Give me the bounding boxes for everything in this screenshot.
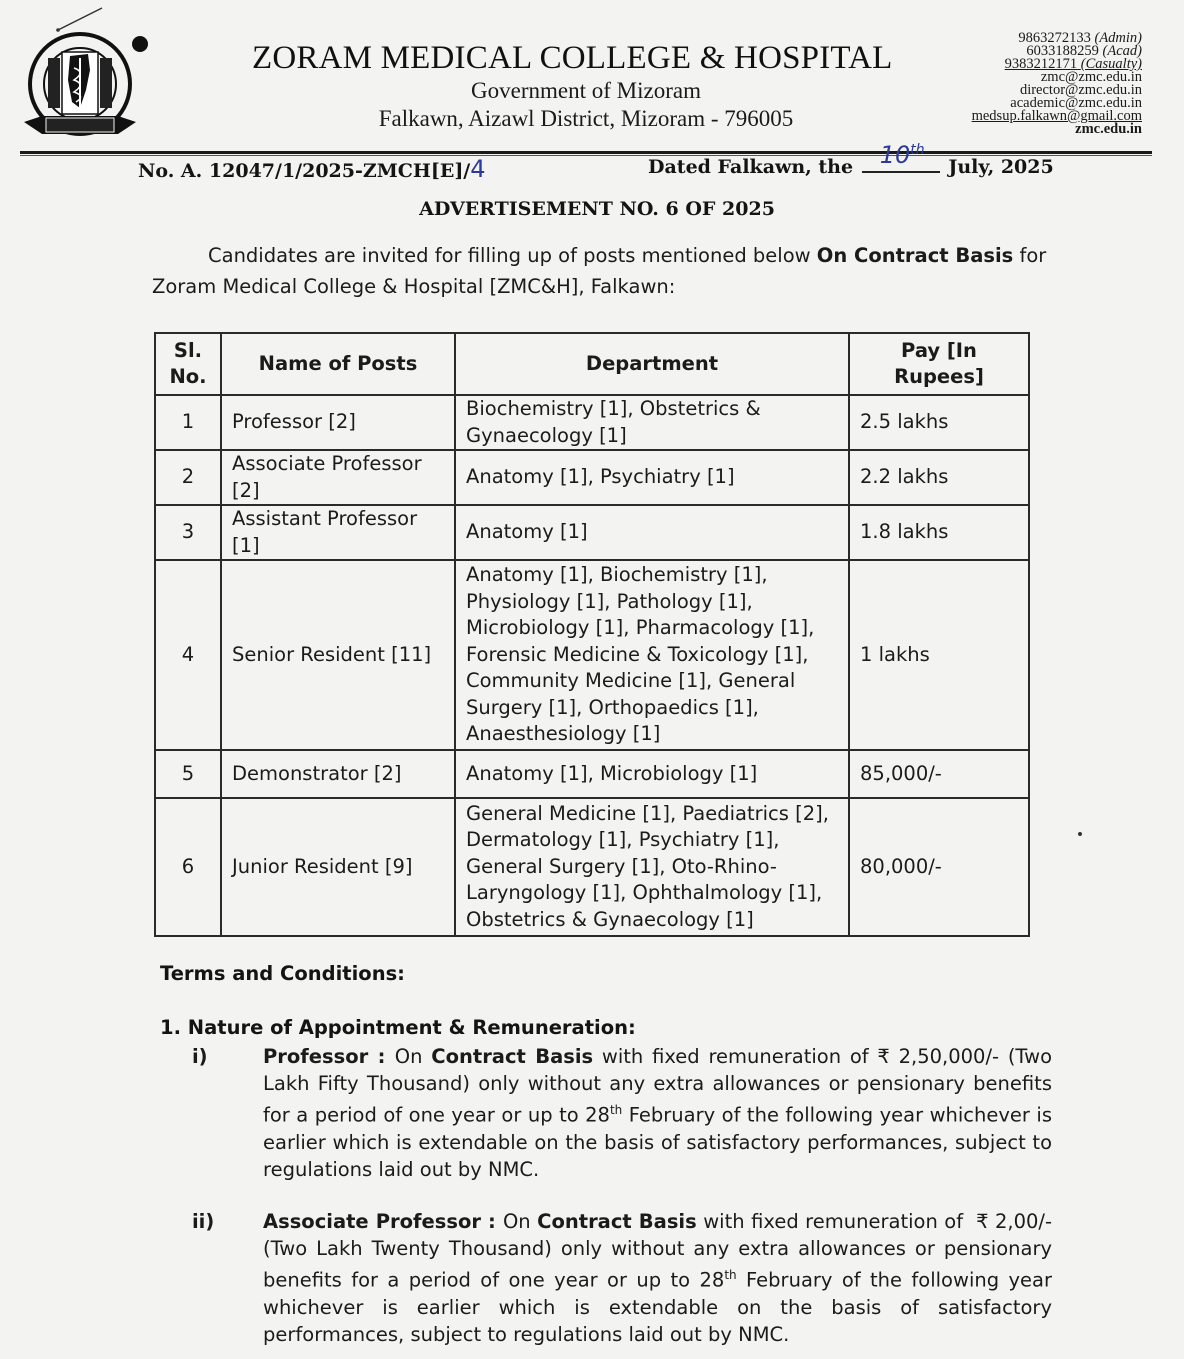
paper-speck [1078,832,1082,836]
table-row [155,750,1029,798]
pen-scribble-icon [56,6,106,32]
cell-pay: 2.5 lakhs [849,395,1029,450]
cell-pay: 85,000/- [849,750,1029,798]
cell-sl: 6 [155,798,221,936]
clause-number: i) [192,1045,208,1068]
cell-department: Anatomy [1], Biochemistry [1], Physiology [1], Pathology [1], Microbiology [1], Pharmacology [1], Forensic Medicine & Toxicology [1], Community Medicine [1], General Surgery [1], Orthopaedics [1], Anaesthesiology [1] [455,560,849,750]
email-zmc[interactable]: zmc@zmc.edu.in [1040,69,1142,85]
cell-pay: 1 lakhs [849,560,1029,750]
cell-post: Demonstrator [2] [221,750,455,798]
email-director[interactable]: director@zmc.edu.in [1019,82,1142,98]
advertisement-title: ADVERTISEMENT NO. 6 OF 2025 [419,198,775,220]
phone-acad: 6033188259 (Acad) [1026,43,1142,59]
table-row [155,395,1029,450]
email-academic[interactable]: academic@zmc.edu.in [1010,95,1142,111]
posts-table [154,332,1030,937]
table-header-row [155,333,1029,395]
section-title-appointment: 1. Nature of Appointment & Remuneration: [160,1016,636,1039]
cell-sl: 2 [155,450,221,505]
table-row [155,450,1029,505]
address-line: Falkawn, Aizawl District, Mizoram - 796005 [378,106,794,131]
table-row [155,560,1029,750]
cell-department: General Medicine [1], Paediatrics [2], Dermatology [1], Psychiatry [1], General Surgery [1], Oto-Rhino-Laryngology [1], Ophthalmology [1], Obstetrics & Gynaecology [1] [455,798,849,936]
cell-post: Professor [2] [221,395,455,450]
cell-department: Anatomy [1] [455,505,849,560]
cell-pay: 1.8 lakhs [849,505,1029,560]
table-row [155,505,1029,560]
header-post: Name of Posts [221,333,455,395]
header-sl-no: Sl. No. [155,333,221,395]
email-medsup[interactable]: medsup.falkawn@gmail.com [971,108,1142,124]
intro-paragraph: Candidates are invited for filling up of posts mentioned below On Contract Basis for Zoram Medical College & Hospital [ZMC&H], Falkawn: [152,244,1047,298]
cell-sl: 4 [155,560,221,750]
clause-associate-professor [192,1208,1052,1348]
cell-sl: 1 [155,395,221,450]
phone-casualty: 9383212171 (Casualty) [1004,56,1142,72]
cell-post: Assistant Professor [1] [221,505,455,560]
college-seal-icon [18,30,150,142]
college-name: ZORAM MEDICAL COLLEGE & HOSPITAL [252,40,893,76]
cell-sl: 3 [155,505,221,560]
website-link[interactable]: zmc.edu.in [1075,121,1142,137]
government-line: Government of Mizoram [471,78,701,103]
cell-sl: 5 [155,750,221,798]
clause-number: ii) [192,1210,215,1233]
date-blank [862,141,940,173]
cell-pay: 2.2 lakhs [849,450,1029,505]
cell-department: Anatomy [1], Psychiatry [1] [455,450,849,505]
header-department: Department [455,333,849,395]
handwritten-date: 10th [879,141,925,169]
cell-pay: 80,000/- [849,798,1029,936]
header-divider [20,151,1152,154]
cell-post: Junior Resident [9] [221,798,455,936]
clause-professor [192,1043,1052,1183]
cell-department: Anatomy [1], Microbiology [1] [455,750,849,798]
handwritten-suffix: 4 [470,155,486,183]
clause-body: Professor : On Contract Basis with fixed remuneration of ₹ 2,50,000/- (Two Lakh Fifty Thousand) only without any extra allowances or pensionary benefits for a period of one year or up to 28th February of the following year whichever is earlier which is extendable on the basis of satisfactory performances, subject to regulations laid out by NMC. [263,1045,1052,1181]
terms-title: Terms and Conditions: [160,962,405,985]
cell-department: Biochemistry [1], Obstetrics & Gynaecology [1] [455,395,849,450]
phone-admin: 9863272133 (Admin) [1018,30,1142,46]
clause-body: Associate Professor : On Contract Basis with fixed remuneration of ₹ 2,00/- (Two Lakh Twenty Thousand) only without any extra allowances or pensionary benefits for a period of one year or up to 28th February of the following year whichever is earlier which is extendable on the basis of satisfactory performances, subject to regulations laid out by NMC. [263,1210,1053,1346]
table-row [155,798,1029,936]
cell-post: Associate Professor [2] [221,450,455,505]
header-pay: Pay [In Rupees] [849,333,1029,395]
dated-line: Dated Falkawn, the 10th July, 2025 [648,141,1054,178]
reference-number: No. A. 12047/1/2025-ZMCH[E]/4 [138,155,486,183]
cell-post: Senior Resident [11] [221,560,455,750]
contact-block [972,32,1142,136]
